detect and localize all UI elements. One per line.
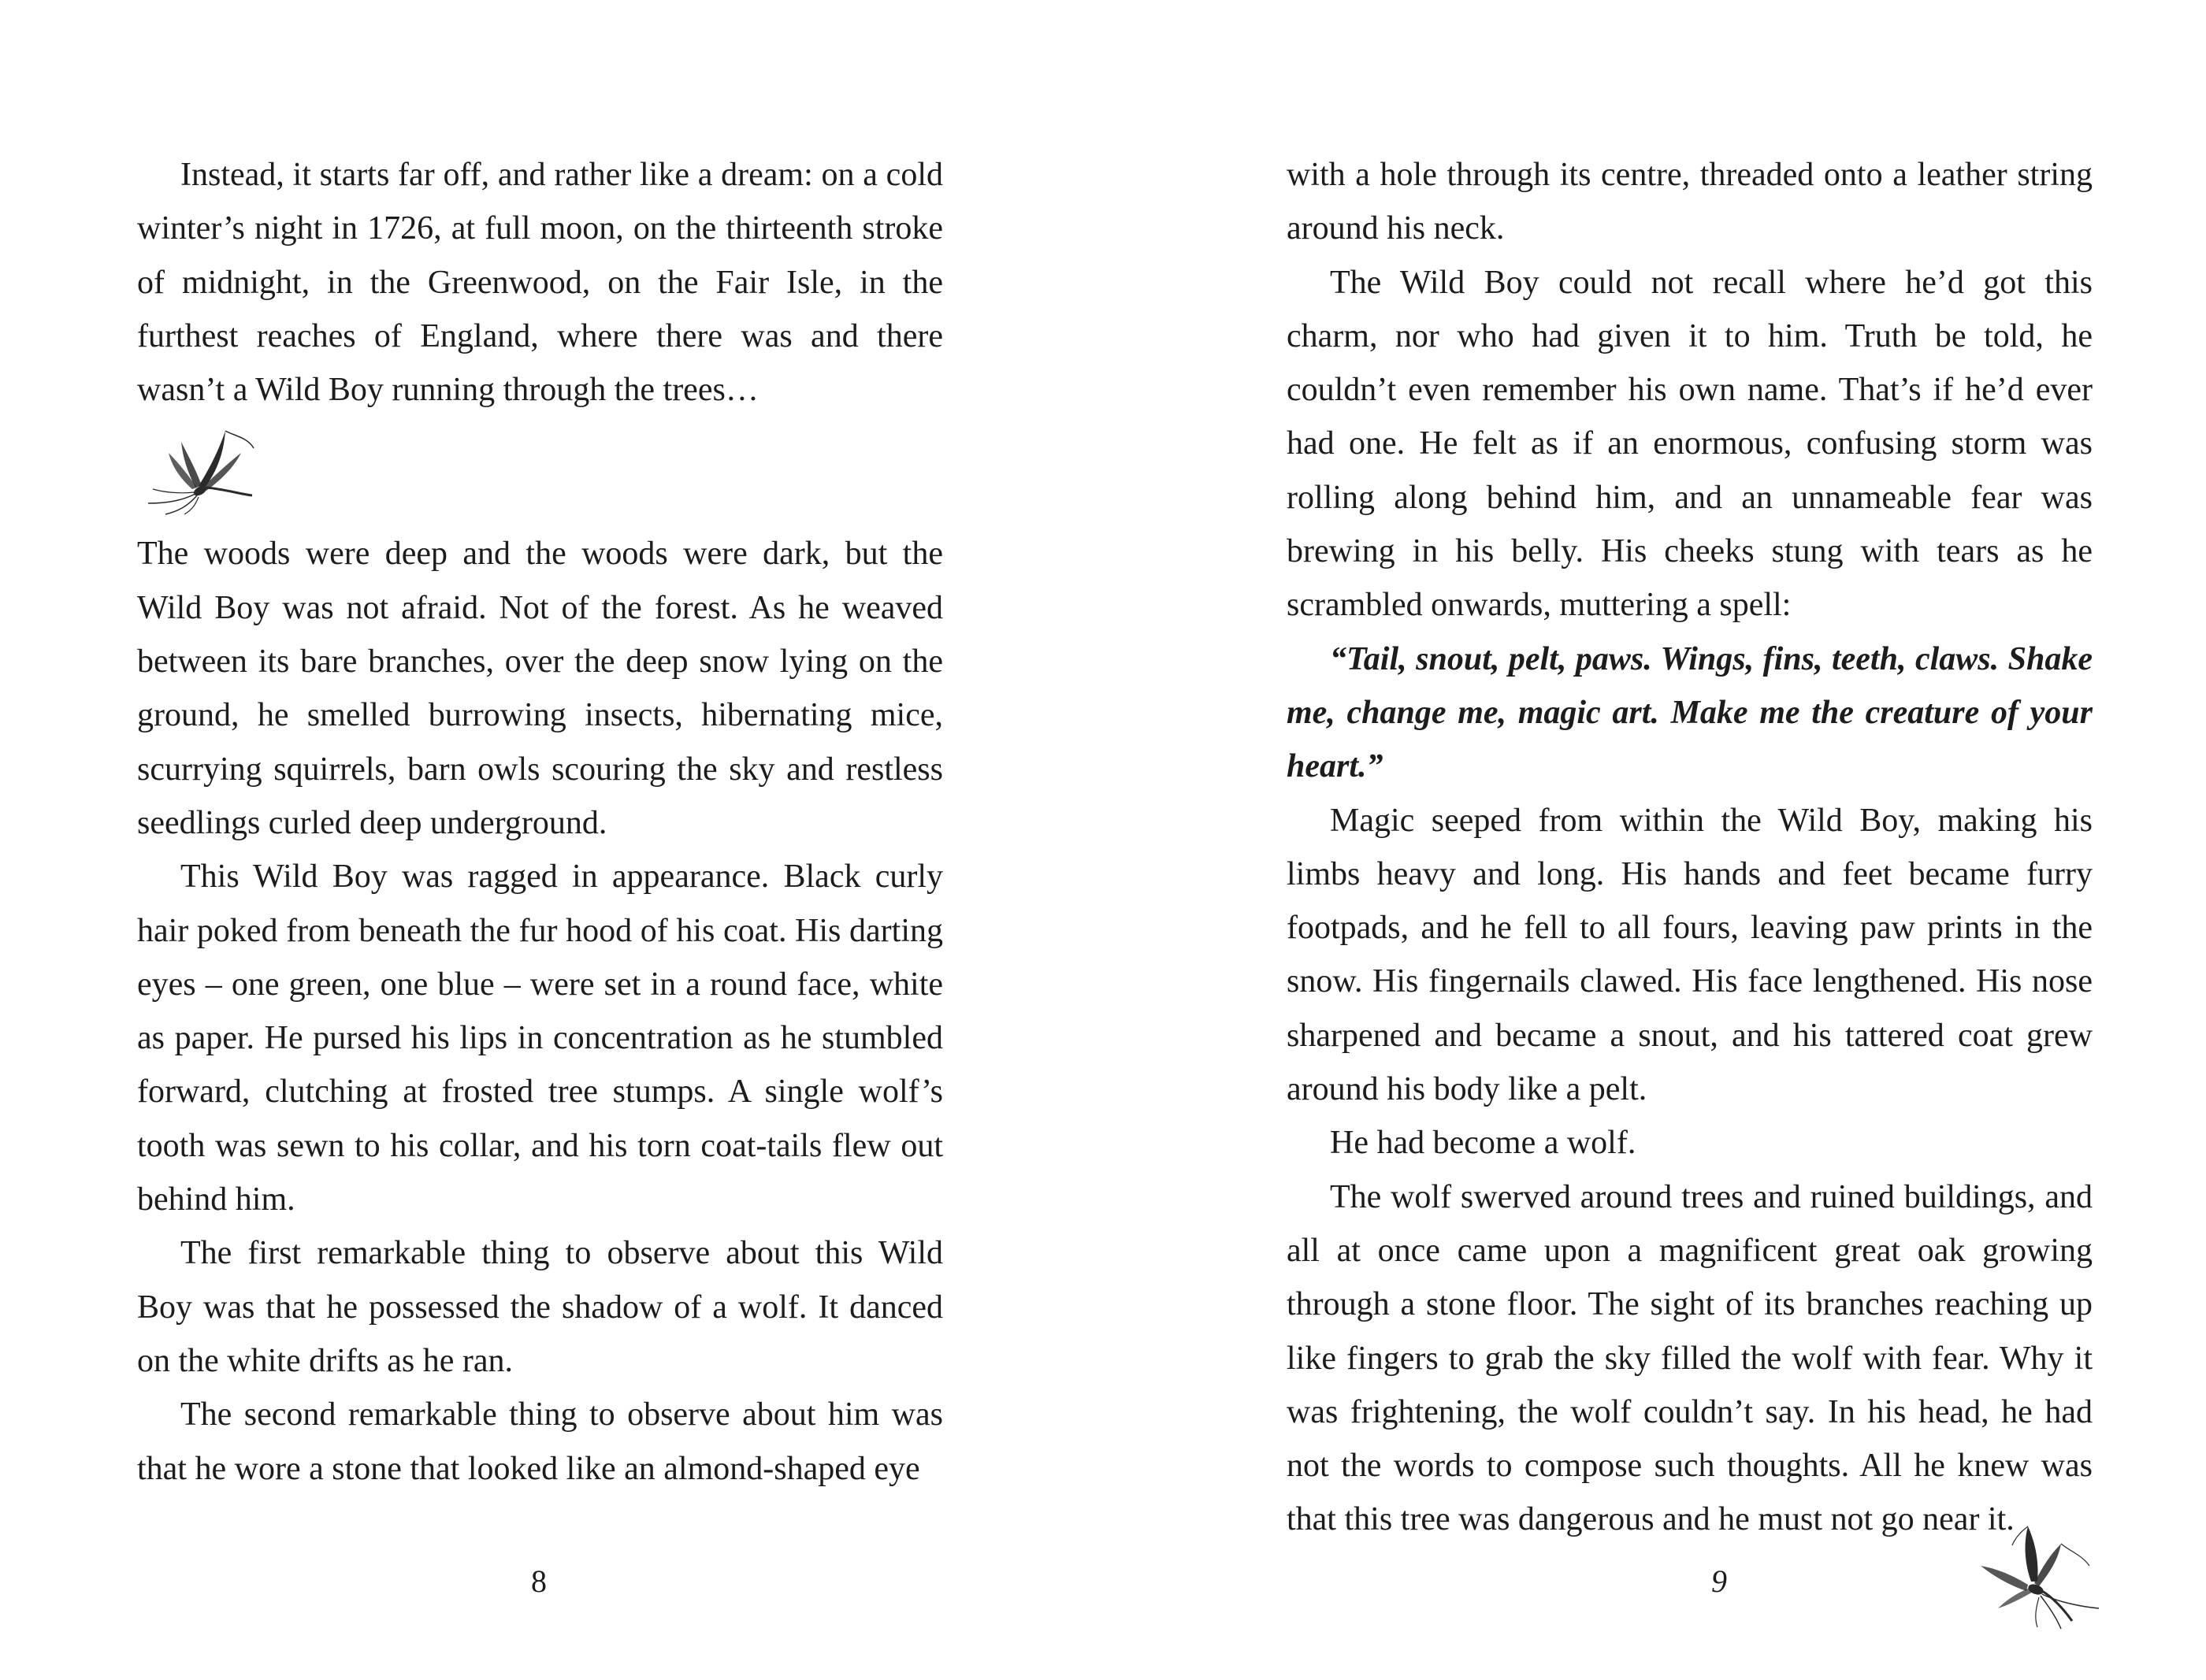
page-number: 9 — [1711, 1563, 1727, 1599]
paragraph: The woods were deep and the woods were dark, but the Wild Boy was not afraid. Not of the forest. As he weaved between its bare branches, over the deep snow lying on the ground, he smelled burrowing insects, hibernating mice, scurrying squirrels, barn owls scouring the sky and restless seedlings curled deep underground. — [137, 536, 943, 841]
right-page-text — [1287, 148, 2093, 1547]
paragraph: Magic seeped from within the Wild Boy, making his limbs heavy and long. His hands and feet became furry footpads, and he fell to all fours, leaving paw prints in the snow. His fingernails clawed. His face lengthened. His nose sharpened and became a snout, and his tattered coat grew around his body like a pelt. — [1287, 802, 2093, 1108]
page-number: 8 — [531, 1563, 547, 1599]
paragraph: The first remarkable thing to observe about this Wild Boy was that he possessed the shadow of a wolf. It danced on the white drifts as he ran. — [137, 1235, 943, 1379]
paragraph: He had become a wolf. — [1330, 1125, 1636, 1162]
left-page-text — [137, 148, 943, 1496]
paragraph: The Wild Boy could not recall where he’d got this charm, nor who had given it to him. Truth be told, he couldn’t even remember his own name. That’s if he’d ever had one. He felt as if an enormous, confusing storm was rolling along behind him, and an unnameable fear was brewing in his belly. His cheeks stung with tears as he scrambled onwards, muttering a spell: — [1287, 264, 2093, 624]
paragraph: The second remarkable thing to observe about him was that he wore a stone that looked like an almond-shaped eye — [137, 1396, 943, 1487]
paragraph: The wolf swerved around trees and ruined buildings, and all at once came upon a magnificent great oak growing through a stone floor. The sight of its branches reaching up like fingers to grab the sky filled the wolf with fear. Why it was frightening, the wolf couldn’t say. In his head, he had not the words to compose such thoughts. All he knew was that this tree was dangerous and he must not go near it. — [1287, 1178, 2093, 1538]
moth-ornament-icon — [1963, 1520, 2105, 1630]
paragraph: Instead, it starts far off, and rather like a dream: on a cold winter’s night in 1726, at full moon, on the thirteenth stroke of midnight, in the Greenwood, on the Fair Isle, in the furthest reaches of England, where there was and there wasn’t a Wild Boy running through the trees… — [137, 157, 943, 409]
paragraph: This Wild Boy was ragged in appearance. Black curly hair poked from beneath the fur hood of his coat. His darting eyes – one green, one blue – were set in a round face, white as paper. He pursed his lips in concentration as he stumbled forward, clutching at frosted tree stumps. A single wolf’s tooth was sewn to his collar, and his torn coat-tails flew out behind him. — [137, 859, 943, 1218]
paragraph: with a hole through its centre, threaded onto a leather string around his neck. — [1287, 157, 2093, 247]
moth-ornament-icon — [137, 421, 271, 516]
spell-paragraph: “Tail, snout, pelt, paws. Wings, fins, teeth, claws. Shake me, change me, magic art. Make me the creature of your heart.” — [1287, 640, 2093, 785]
right-page — [1103, 0, 2206, 1680]
